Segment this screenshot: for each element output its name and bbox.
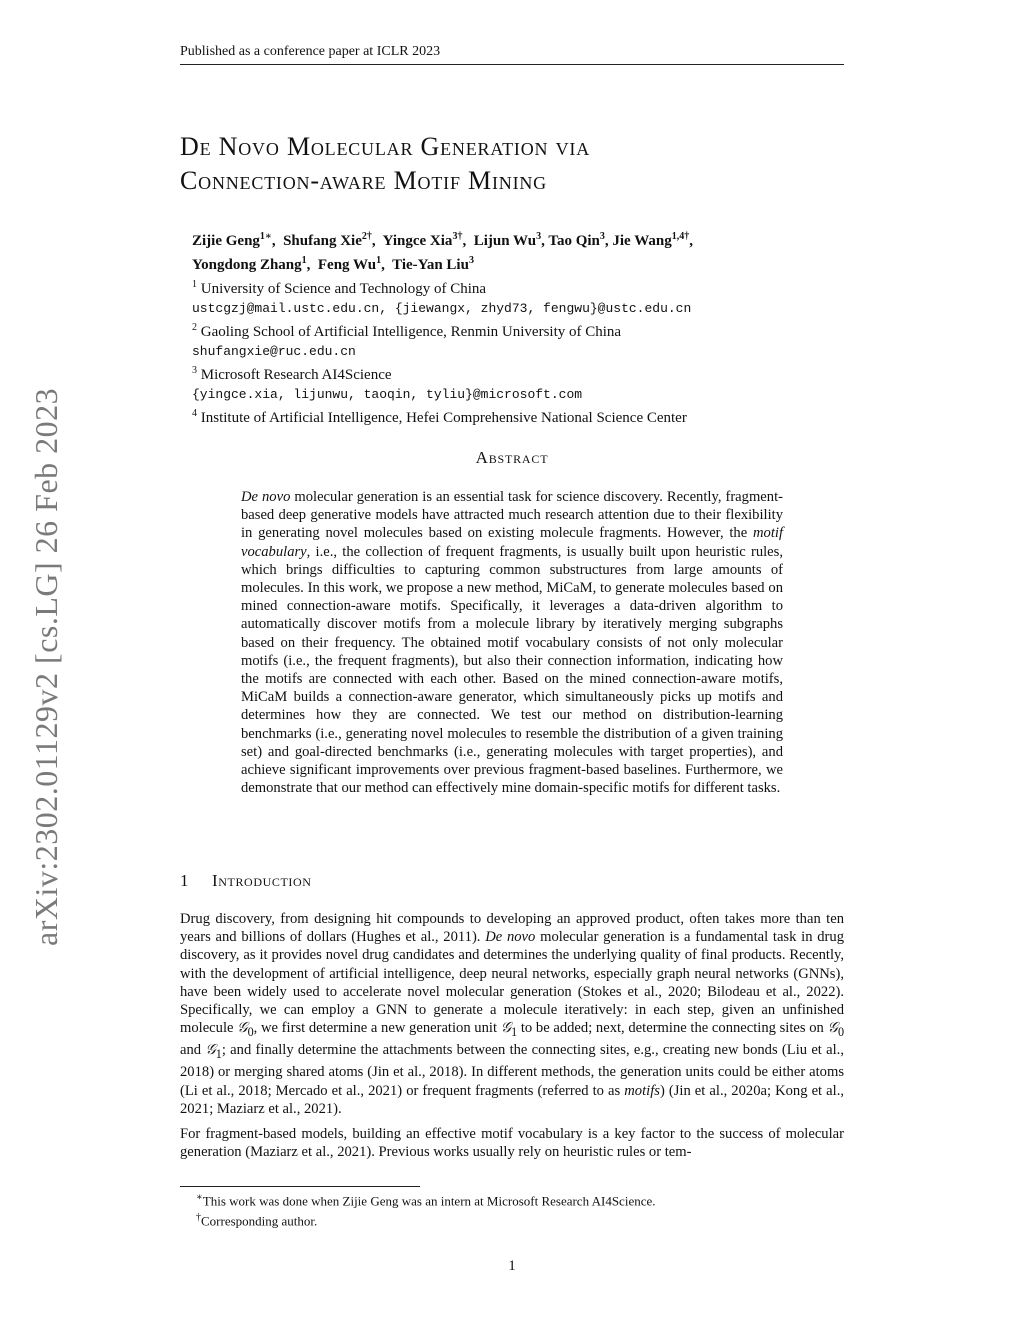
author: Yingce Xia	[382, 233, 453, 249]
math-g0: 𝒢	[237, 1019, 248, 1037]
math-sub: 1	[511, 1025, 518, 1040]
affiliation-num: 4	[192, 408, 197, 419]
author-sup: 1∗	[259, 231, 272, 242]
intro-paragraph-2: For fragment-based models, building an effective motif vocabulary is a key factor to the success of molecular generation (Maziarz et al., 2021). Previous works usually rely on heuristic rules or tem-	[180, 1126, 844, 1161]
math-g1: 𝒢	[500, 1019, 512, 1037]
footnote-text: Corresponding author.	[201, 1213, 318, 1229]
affiliation-4	[192, 404, 832, 428]
footnote-divider	[180, 1186, 420, 1187]
affiliation-num: 2	[192, 322, 197, 333]
text-run: and	[180, 1042, 206, 1059]
page-number: 1	[508, 1258, 516, 1274]
abstract-motif-term: motif vocabulary	[241, 525, 783, 560]
section-number: 1	[180, 871, 190, 890]
text-italic: motifs	[624, 1082, 660, 1099]
affiliation-2	[192, 318, 832, 342]
introduction-body	[180, 910, 844, 1168]
affiliation-name: University of Science and Technology of China	[200, 281, 487, 297]
text-run: ) (Jin et al., 2020a; Kong et al., 2021; Maziarz et al., 2021).	[180, 1082, 844, 1117]
text-run: ; and finally determine the attachments between the connecting sites, e.g., creating new bonds (Liu et al., 2018) or merging shared atoms (Jin et al., 2018). In different methods, the generation units could be either atoms (Li et al., 2018; Mercado et al., 2021) or frequent fragments (referred to as	[180, 1042, 844, 1099]
math-g0: 𝒢	[827, 1019, 838, 1037]
author-block	[192, 227, 832, 428]
author: Jie Wang	[612, 233, 672, 249]
affiliation-num: 1	[192, 279, 197, 290]
author-sup: 1,4†	[671, 231, 690, 242]
running-header: Published as a conference paper at ICLR 2023	[180, 44, 844, 65]
text-run: molecular generation is a fundamental task in drug discovery, as it provides novel drug candidates and determines the underlying quality of final products. Recently, with the development of artificial intelligence, deep neural networks, especially graph neural networks (GNNs), have been widely used to accelerate novel molecular generation (Stokes et al., 2020; Bilodeau et al., 2022). Specifically, we can employ a GNN to generate a molecule iteratively: in each step, given an unfinished molecule	[180, 929, 844, 1037]
author-sup: 1	[376, 255, 382, 266]
affiliation-email-2[interactable]: shufangxie@ruc.edu.cn	[192, 344, 356, 359]
text-italic: De novo	[485, 929, 536, 946]
affiliation-email-1[interactable]: ustcgzj@mail.ustc.edu.cn, {jiewangx, zhyd73, fengwu}@ustc.edu.cn	[192, 301, 692, 316]
title-line-1: De Novo Molecular Generation via	[180, 132, 591, 161]
intro-paragraph-1	[180, 910, 844, 1118]
affiliation-name: Gaoling School of Artificial Intelligence, Renmin University of China	[200, 324, 622, 340]
section-title: Introduction	[212, 871, 312, 890]
affiliation-email-3[interactable]: {yingce.xia, lijunwu, taoqin, tyliu}@microsoft.com	[192, 387, 583, 402]
abstract-text-2: , i.e., the collection of frequent fragments, is usually built upon heuristic rules, which brings difficulties to capturing common substructures from large amounts of molecules. In this work, we propose a new method, MiCaM, to generate molecules based on mined connection-aware motifs. Specifically, it leverages a data-driven algorithm to automatically discover motifs from a molecule library by iteratively merging subgraphs based on their frequency. The obtained motif vocabulary consists of not only molecular motifs (i.e., the frequent fragments), but also their connection information, indicating how the motifs are connected with each other. Based on the mined connection-aware motifs, MiCaM builds a connection-aware generator, which simultaneously picks up motifs and determines how they are connected. We test our method on distribution-learning benchmarks (i.e., generating novel molecules to resemble the distribution of a given training set) and goal-directed benchmarks (i.e., generating molecules with target properties), and achieve significant improvements over previous fragment-based baselines. Furthermore, we demonstrate that our method can effectively mine domain-specific motifs for different tasks.	[241, 543, 783, 797]
footnote-2	[196, 1209, 836, 1229]
math-sub: 1	[215, 1047, 222, 1062]
section-heading	[180, 871, 844, 891]
author: Tao Qin	[548, 233, 600, 249]
arxiv-stamp[interactable]: arXiv:2302.01129v2 [cs.LG] 26 Feb 2023	[28, 387, 64, 946]
author-sup: 3†	[452, 231, 463, 242]
author: Lijun Wu	[473, 233, 537, 249]
abstract-lead: De novo	[241, 489, 291, 505]
author-sup: 3	[599, 231, 605, 242]
affiliation-3	[192, 361, 832, 385]
math-sub: 0	[247, 1025, 254, 1040]
text-run: , we first determine a new generation unit	[253, 1020, 501, 1037]
math-g1: 𝒢	[205, 1041, 216, 1059]
author-sup: 2†	[361, 231, 372, 242]
abstract-heading: Abstract	[475, 448, 549, 467]
author: Tie-Yan Liu	[392, 257, 469, 273]
text-run: to be added; next, determine the connecting sites on	[517, 1020, 828, 1037]
affiliation-name: Institute of Artificial Intelligence, Hefei Comprehensive National Science Center	[200, 410, 687, 426]
author: Zijie Geng	[192, 233, 260, 249]
author-sup: 3	[468, 255, 474, 266]
author-sup: 1	[301, 255, 307, 266]
abstract-body	[241, 488, 783, 797]
text-run: Drug discovery, from designing hit compounds to developing an approved product, often takes more than ten years and billions of dollars (Hughes et al., 2011).	[180, 911, 844, 946]
affiliation-num: 3	[192, 365, 197, 376]
title-line-2: Connection-aware Motif Mining	[180, 166, 547, 195]
footnote-mark: †	[196, 1212, 201, 1224]
affiliation-name: Microsoft Research AI4Science	[200, 367, 392, 383]
math-sub: 0	[837, 1025, 845, 1040]
paper-title	[180, 130, 844, 198]
abstract-text-1: molecular generation is an essential task for science discovery. Recently, fragment-based deep generative models have attracted much research attention due to their flexibility in generating novel molecules based on existing molecule fragments. However, the	[241, 489, 783, 542]
author-sup: 3	[536, 231, 542, 242]
author: Shufang Xie	[283, 233, 362, 249]
footnote-text: This work was done when Zijie Geng was an intern at Microsoft Research AI4Science.	[202, 1193, 656, 1209]
footnote-1	[196, 1189, 836, 1209]
footnotes	[196, 1189, 836, 1230]
footnote-mark: ∗	[196, 1192, 203, 1203]
author: Feng Wu	[317, 257, 377, 273]
author: Yongdong Zhang	[192, 257, 302, 273]
affiliation-1	[192, 275, 832, 299]
author-names: Zijie Geng$^{1∗}$, Shufang Xie$^{2\dagger}$, Yingce Xia$^{3\dagger}$, Lijun Wu$^3$, Tao Qin$^3$, Jie Wang$^{1,4\dagger}$, Yongdong Zhang$^1$, Feng Wu$^1$, Tie-Yan Liu$^3$	[192, 231, 693, 273]
